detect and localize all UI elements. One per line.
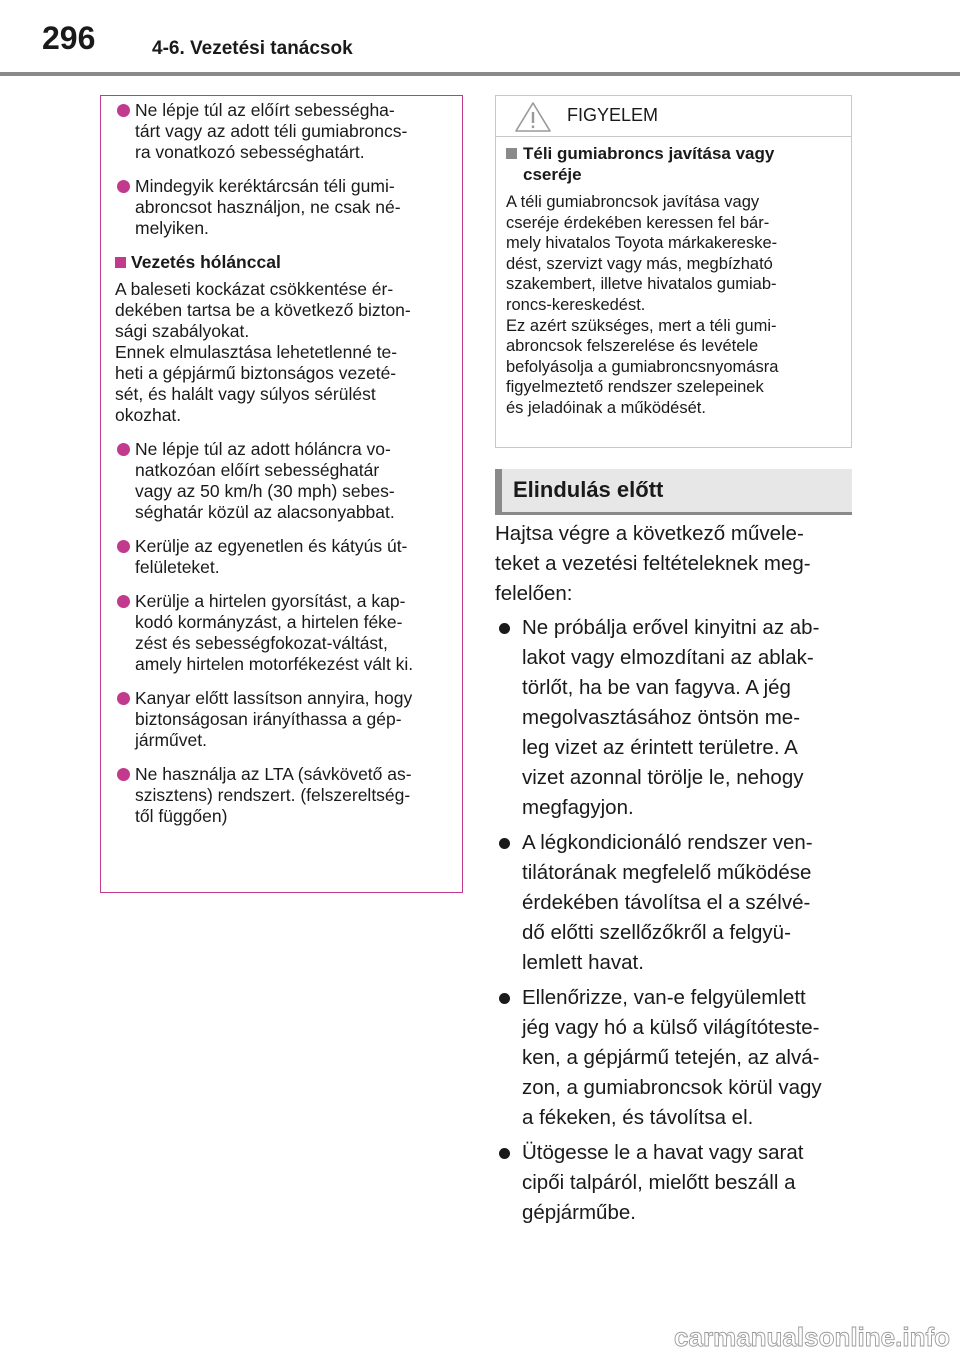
bullet-dot-icon: [499, 993, 510, 1004]
page-header: [0, 0, 960, 80]
list-item-text: A légkondicionáló rendszer ven- tilátorának megfelelő működése érdekében távolítsa el a szélvé- dő előtti szellőzőkről a felgyü- lemlett havat.: [522, 831, 813, 974]
notice-text: A téli gumiabroncsok javítása vagy cseréje érdekében keressen fel bár- mely hivatalos Toyota márkakereske- dést, szervizt vagy más, megbízható szakembert, illetve hivatalos gumiab- roncs-kereskedést. Ez azért szükséges, mert a téli gumi- abroncsok felszerelése és levétele befolyásolja a gumiabroncsnyomásra figyelmeztető rendszer szelepeinek és jeladóinak a működését.: [506, 193, 779, 417]
main-column: [495, 519, 857, 1233]
bullet-dot-icon: [117, 768, 130, 781]
bullet-dot-icon: [117, 540, 130, 553]
section-title: 4-6. Vezetési tanácsok: [152, 38, 353, 59]
square-bullet-icon: [506, 148, 517, 159]
warning-triangle-icon: [514, 101, 552, 133]
list-item: [495, 1138, 857, 1228]
section-intro: Hajtsa végre a következő művele- teket a vezetési feltételeknek meg- felelően:: [495, 522, 811, 605]
bullet-dot-icon: [117, 443, 130, 456]
page-number: 296: [42, 20, 96, 56]
caution-item-text: Ne lépje túl az előírt sebességha- tárt vagy az adott téli gumiabroncs- ra vonatkozó sebességhatárt.: [135, 100, 408, 162]
heading-accent: [495, 469, 502, 512]
bullet-dot-icon: [499, 838, 510, 849]
list-item-text: Ne próbálja erővel kinyitni az ab- lakot vagy elmozdítani az ablak- törlőt, ha be van fagyva. A jég megolvasztásához öntsön me- leg vizet az érintett területre. A vizet azonnal törölje le, nehogy megfagyjon.: [522, 616, 820, 819]
bullet-dot-icon: [499, 623, 510, 634]
header-divider: [0, 72, 960, 76]
caution-item: [115, 100, 448, 163]
caution-item: [115, 688, 448, 751]
notice-subheading: [506, 143, 839, 185]
list-item: [495, 983, 857, 1133]
notice-body: [496, 137, 851, 419]
bullet-dot-icon: [117, 104, 130, 117]
notice-subheading-text: Téli gumiabroncs javítása vagy cseréje: [523, 144, 775, 184]
caution-item-text: Ne használja az LTA (sávkövető as- szisztens) rendszert. (felszereltség- től függően): [135, 764, 412, 826]
list-item: [495, 828, 857, 978]
watermark: [0, 1322, 960, 1352]
caution-body: A baleseti kockázat csökkentése ér- dekében tartsa be a következő bizton- sági szabályokat. Ennek elmulasztása lehetetlenné te- heti a gépjármű biztonságos vezeté- sét, és halált vagy súlyos sérülést okozhat.: [115, 279, 411, 425]
caution-item: [115, 176, 448, 239]
list-item: [495, 613, 857, 823]
caution-item: [115, 591, 448, 675]
caution-subheading-text: Vezetés hólánccal: [131, 252, 281, 272]
section-heading-text: Elindulás előtt: [513, 477, 664, 502]
square-bullet-icon: [115, 257, 126, 268]
caution-subheading: [115, 252, 448, 273]
bullet-dot-icon: [499, 1148, 510, 1159]
bullet-dot-icon: [117, 692, 130, 705]
caution-box: [100, 95, 463, 893]
caution-item-text: Mindegyik keréktárcsán téli gumi- abroncsot használjon, ne csak né- melyiken.: [135, 176, 401, 238]
caution-item-text: Ne lépje túl az adott hóláncra vo- natkozóan előírt sebességhatár vagy az 50 km/h (30 mph) sebes- séghatár közül az alacsonyabbat.: [135, 439, 395, 522]
caution-item: [115, 536, 448, 578]
list-item-text: Ellenőrizze, van-e felgyülemlett jég vagy hó a külső világítóteste- ken, a gépjármű tetején, az alvá- zon, a gumiabroncsok körül vagy a fékeken, és távolítsa el.: [522, 986, 822, 1129]
bullet-dot-icon: [117, 180, 130, 193]
caution-item-text: Kerülje az egyenetlen és kátyús út- felületeket.: [135, 536, 408, 577]
notice-header: [496, 96, 851, 137]
caution-item: [115, 439, 448, 523]
bullet-dot-icon: [117, 595, 130, 608]
section-heading: [495, 469, 852, 515]
notice-box: [495, 95, 852, 448]
watermark-text: carmanualsonline.info: [674, 1322, 950, 1352]
notice-title: FIGYELEM: [567, 105, 659, 125]
caution-item: [115, 764, 448, 827]
list-item-text: Ütögesse le a havat vagy sarat cipői talpáról, mielőtt beszáll a gépjárműbe.: [522, 1141, 804, 1224]
caution-item-text: Kerülje a hirtelen gyorsítást, a kap- kodó kormányzást, a hirtelen féke- zést és sebességfokozat-váltást, amely hirtelen motorfékezést vált ki.: [135, 591, 414, 674]
caution-item-text: Kanyar előtt lassítson annyira, hogy biztonságosan irányíthassa a gép- járművet.: [135, 688, 413, 750]
